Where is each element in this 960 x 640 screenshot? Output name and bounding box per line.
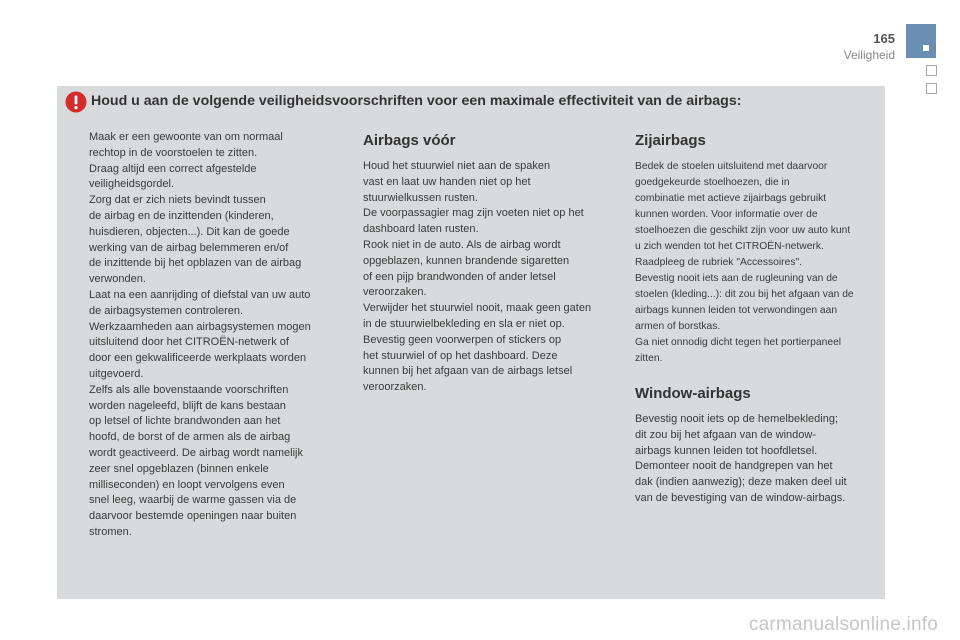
side-airbags-text: Bedek de stoelen uitsluitend met daarvoor goedgekeurde stoelhoezen, die in combinatie met actieve zijairbags gebruikt kunnen worden. Voor informatie over de stoelhoezen die geschikt zijn voor uw auto kunt u zich wenden tot het CITROËN-netwerk. Raadpleeg de rubriek "Accessoires". Bevestig nooit iets aan de rugleuning van de stoelen (kleding...): dit zou bij het afgaan van de airbags kunnen leiden tot verwondingen aan armen of borstkas. Ga niet onnodig dicht tegen het portierpaneel zitten. (635, 161, 854, 364)
warning-icon (65, 91, 87, 113)
warning-panel (57, 86, 885, 599)
window-airbags-heading: Window-airbags (635, 385, 751, 402)
window-airbags-text: Bevestig nooit iets op de hemelbekleding; dit zou bij het afgaan van de window- airbags kunnen leiden tot hoofdletsel. Demonteer nooit de handgrepen van het dak (indien aanwezig); deze maken deel uit van de bevestiging van de window-airbags. (635, 413, 847, 504)
side-airbags-column (635, 130, 883, 507)
section-name: Veiligheid (843, 48, 895, 62)
chapter-tab[interactable] (926, 65, 937, 76)
warning-title: Houd u aan de volgende veiligheidsvoorschriften voor een maximale effectiviteit van de airbags: (91, 93, 742, 109)
chapter-tab-active[interactable] (906, 24, 936, 58)
front-airbags-column (363, 130, 615, 396)
general-column (89, 130, 341, 541)
side-airbags-heading: Zijairbags (635, 132, 706, 149)
front-airbags-heading: Airbags vóór (363, 132, 456, 149)
general-text: Maak er een gewoonte van om normaal rechtop in de voorstoelen te zitten. Draag altijd een correct afgestelde veiligheidsgordel. Zorg dat er zich niets bevindt tussen de airbag en de inzittenden (kinderen, huisdieren, objecten...). Dit kan de goede werking van de airbag belemmeren en/of de inzittende bij het opblazen van de airbag verwonden. Laat na een aanrijding of diefstal van uw auto de airbagsystemen controleren. Werkzaamheden aan airbagsystemen mogen uitsluitend door het CITROËN-netwerk of door een gekwalificeerde werkplaats worden uitgevoerd. Zelfs als alle bovenstaande voorschriften worden nageleefd, blijft de kans bestaan op letsel of lichte brandwonden aan het hoofd, de borst of de armen als de airbag wordt geactiveerd. De airbag wordt namelijk zeer snel opgeblazen (binnen enkele milliseconden) en loopt vervolgens even snel leeg, waarbij de warme gassen via de daarvoor bestemde openingen naar buiten stromen. (89, 131, 311, 538)
watermark: carmanualsonline.info (748, 614, 938, 635)
page-number: 165 (873, 31, 895, 46)
front-airbags-text: Houd het stuurwiel niet aan de spaken vast en laat uw handen niet op het stuurwielkussen rusten. De voorpassagier mag zijn voeten niet op het dashboard laten rusten. Rook niet in de auto. Als de airbag wordt opgeblazen, kunnen brandende sigaretten of een pijp brandwonden of ander letsel veroorzaken. Verwijder het stuurwiel nooit, maak geen gaten in de stuurwielbekleding en sla er niet op. Bevestig geen voorwerpen of stickers op het stuurwiel of op het dashboard. Deze kunnen bij het afgaan van de airbags letsel veroorzaken. (363, 160, 592, 394)
chapter-tab[interactable] (926, 83, 937, 94)
